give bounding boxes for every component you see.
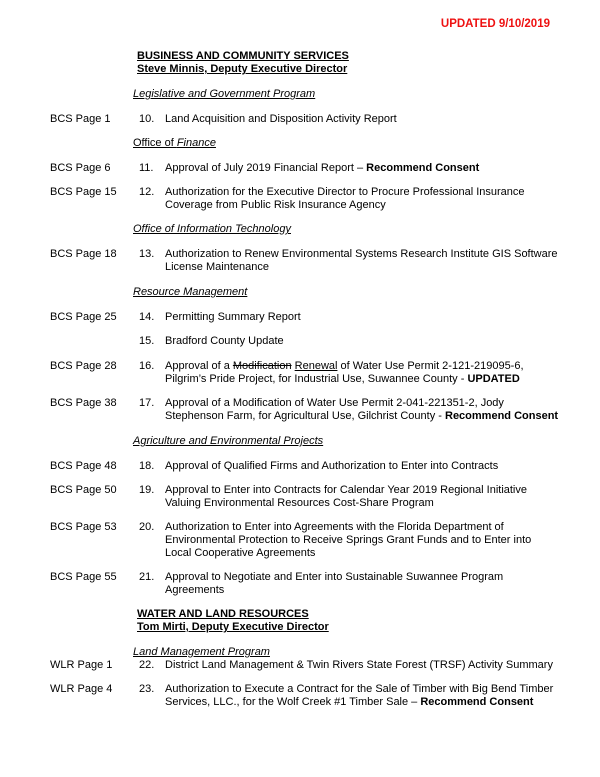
page-ref-20: BCS Page 53 [50,521,117,533]
subheading-land [133,646,270,659]
subheading-resource [133,286,247,299]
item-text-16-underlined: Renewal [294,360,338,372]
item-number-21: 21. [139,571,155,583]
item-text-17-line1: Approval of a Modification of Water Use Permit 2-041-221351-2, Jody [165,397,504,409]
item-text-20-line2: Environmental Protection to Receive Springs Grant Funds and to Enter into [165,534,532,546]
item-text-23-line1: Authorization to Execute a Contract for the Sale of Timber with Big Bend Timber [165,683,554,695]
item-text-17-line2-main: Stephenson Farm, for Agricultural Use, Gilchrist County - [165,410,445,422]
subheading-agriculture [133,435,323,448]
item-text-20-line1: Authorization to Enter into Agreements with the Florida Department of [165,521,504,533]
item-text-13-line2: License Maintenance [165,261,269,273]
page-ref-16: BCS Page 28 [50,360,117,372]
item-text-23-line2-main: Services, LLC., for the Wolf Creek #1 Timber Sale – [165,696,421,708]
section-director-bcs: Steve Minnis, Deputy Executive Director [137,63,348,75]
item-text-10: Land Acquisition and Disposition Activity Report [165,113,397,125]
page-ref-13: BCS Page 18 [50,248,117,260]
section-title-bcs: BUSINESS AND COMMUNITY SERVICES [137,50,349,62]
item-text-16-pre: Approval of a [165,360,233,372]
page-ref-11: BCS Page 6 [50,162,111,174]
item-number-22: 22. [139,659,155,671]
item-text-16-line2-main: Pilgrim’s Pride Project, for Industrial Use, Suwannee County - [165,373,468,385]
page-ref-10: BCS Page 1 [50,113,111,125]
item-text-13-line1: Authorization to Renew Environmental Systems Research Institute GIS Software [165,248,558,260]
subheading-finance-prefix: Office of [133,137,177,149]
item-text-23-line2 [165,696,565,709]
subheading-it [133,223,291,236]
item-text-16-struck: Modification [232,360,292,372]
item-text-23 [165,683,565,709]
page-ref-14: BCS Page 25 [50,311,117,323]
section-title-wlr: WATER AND LAND RESOURCES [137,608,309,620]
page-ref-22: WLR Page 1 [50,659,113,671]
item-number-16: 16. [139,360,155,372]
page-ref-17: BCS Page 38 [50,397,117,409]
subheading-legislative [133,88,315,101]
item-text-20 [165,521,565,560]
subheading-it-text: Office of Information Technology [133,223,291,235]
item-text-11-bold: Recommend Consent [366,162,480,174]
item-text-23-line2-bold: Recommend Consent [420,696,534,708]
subheading-agriculture-text: Agriculture and Environmental Projects [133,435,324,447]
page-ref-19: BCS Page 50 [50,484,117,496]
item-number-10: 10. [139,113,155,125]
item-text-17-line2-bold: Recommend Consent [445,410,559,422]
updated-stamp: UPDATED 9/10/2019 [440,18,550,30]
item-text-14: Permitting Summary Report [165,311,301,323]
item-number-18: 18. [139,460,155,472]
item-text-16-post: of Water Use Permit 2-121-219095-6, [337,360,524,372]
item-text-20-line3: Local Cooperative Agreements [165,547,316,559]
item-text-19-line1: Approval to Enter into Contracts for Calendar Year 2019 Regional Initiative [165,484,527,496]
item-text-19-line2: Valuing Environmental Resources Cost-Share Program [165,497,434,509]
item-number-15: 15. [139,335,155,347]
page-ref-18: BCS Page 48 [50,460,117,472]
item-number-14: 14. [139,311,155,323]
item-number-12: 12. [139,186,155,198]
item-text-16-line2-bold: UPDATED [467,373,520,385]
item-text-13 [165,248,565,274]
item-text-16-line1 [165,360,565,373]
item-text-12 [165,186,565,212]
item-text-19 [165,484,565,510]
page-ref-23: WLR Page 4 [50,683,113,695]
item-number-19: 19. [139,484,155,496]
item-text-12-line2: Coverage from Public Risk Insurance Agency [165,199,386,211]
item-text-17 [165,397,565,423]
page-ref-21: BCS Page 55 [50,571,117,583]
item-number-11: 11. [139,162,154,174]
item-text-11-main: Approval of July 2019 Financial Report – [165,162,367,174]
item-text-18: Approval of Qualified Firms and Authorization to Enter into Contracts [165,460,499,472]
item-text-16 [165,360,565,386]
subheading-legislative-text: Legislative and Government Program [133,88,316,100]
subheading-finance [133,137,216,150]
item-number-13: 13. [139,248,155,260]
section-director-wlr: Tom Mirti, Deputy Executive Director [137,621,329,633]
item-text-21 [165,571,565,597]
item-number-17: 17. [139,397,155,409]
item-text-12-line1: Authorization for the Executive Director to Procure Professional Insurance [165,186,525,198]
item-text-15: Bradford County Update [165,335,284,347]
subheading-resource-text: Resource Management [133,286,248,298]
subheading-finance-italic: Finance [176,137,216,149]
page-ref-12: BCS Page 15 [50,186,117,198]
item-text-11 [165,162,565,175]
item-text-16-line2 [165,373,565,386]
item-text-21-line2: Agreements [165,584,225,596]
subheading-land-text: Land Management Program [133,646,270,658]
item-text-17-line2 [165,410,565,423]
item-number-23: 23. [139,683,155,695]
item-text-22: District Land Management & Twin Rivers State Forest (TRSF) Activity Summary [165,659,553,671]
item-text-21-line1: Approval to Negotiate and Enter into Sustainable Suwannee Program [165,571,504,583]
item-number-20: 20. [139,521,155,533]
